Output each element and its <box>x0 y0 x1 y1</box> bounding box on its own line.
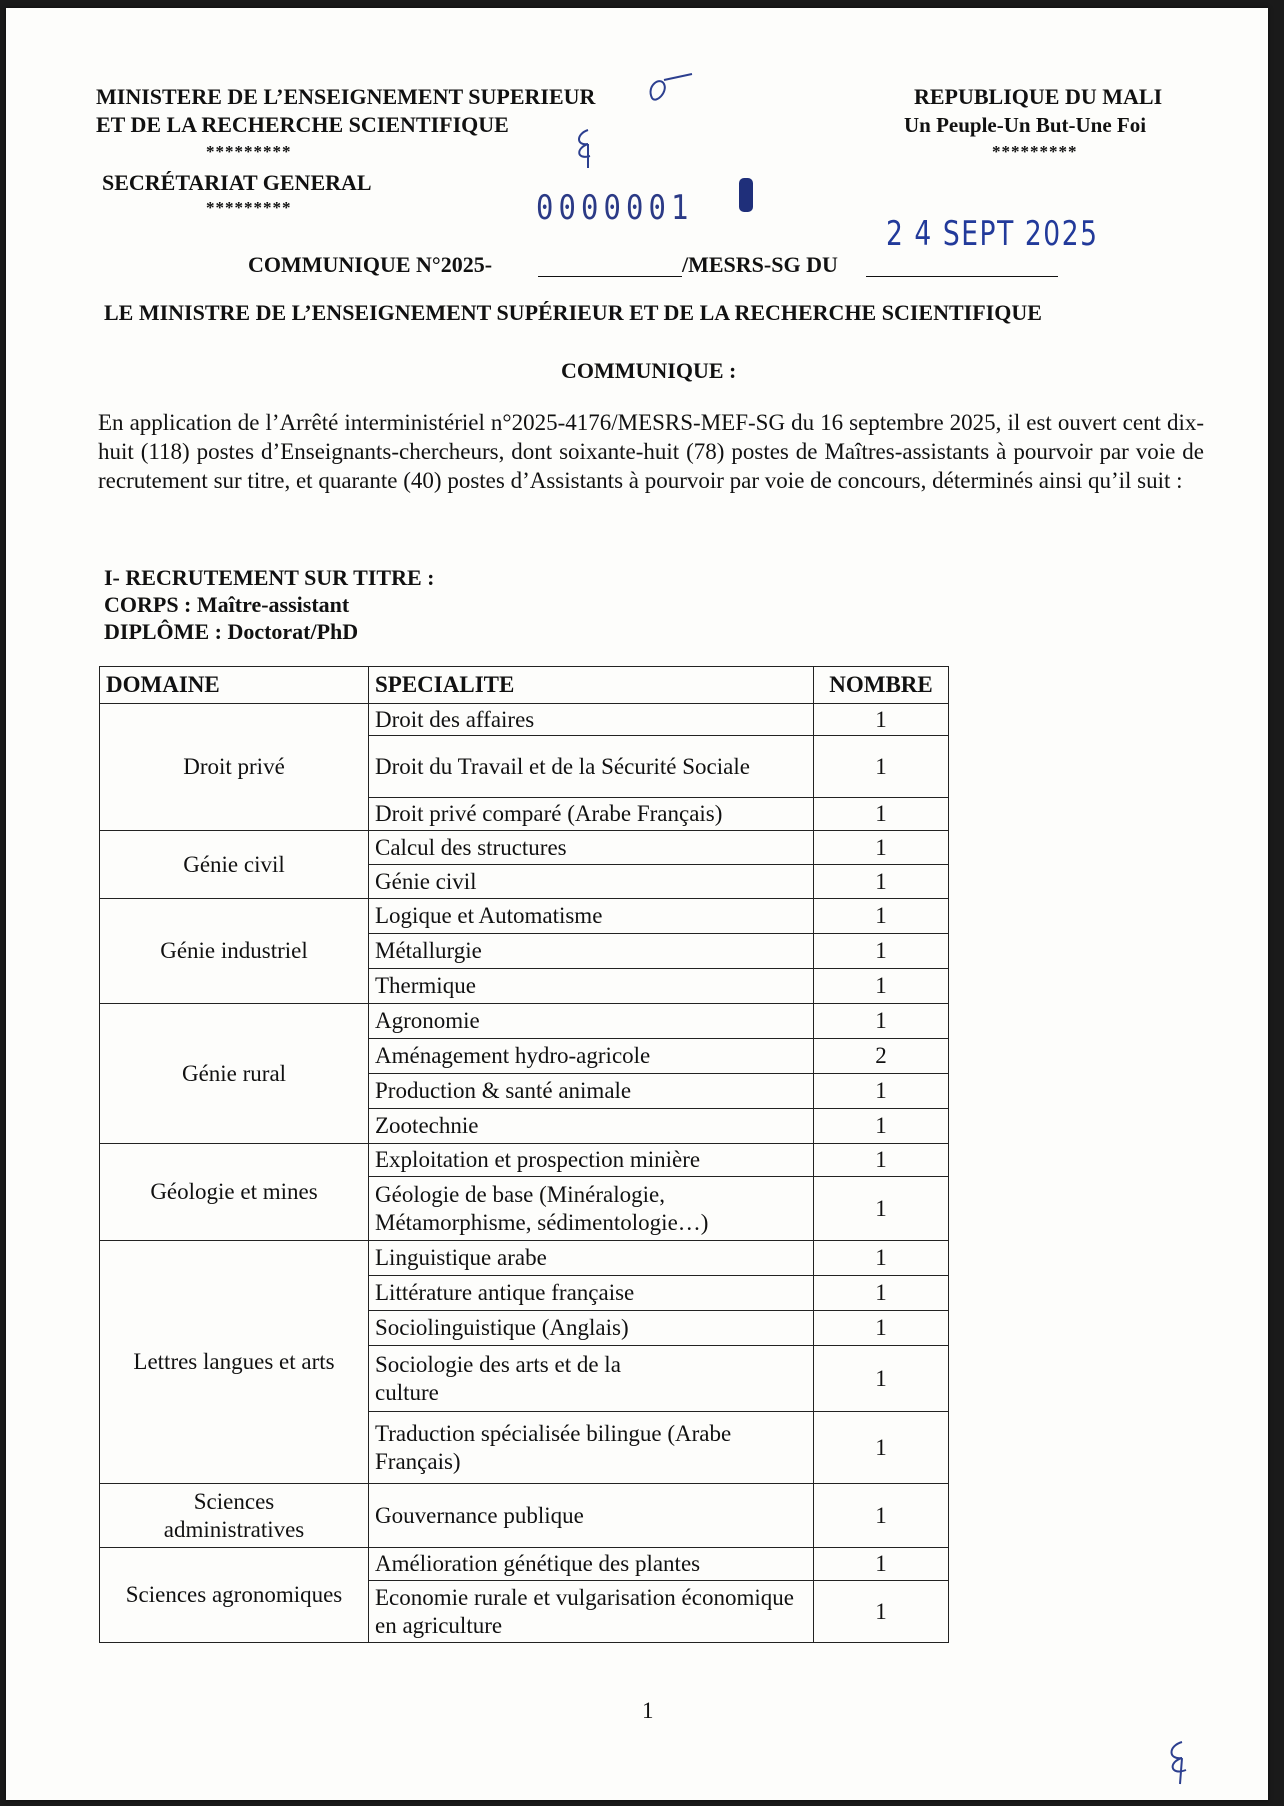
handwritten-mark <box>646 68 696 108</box>
document-page <box>6 8 1268 1800</box>
count-cell: 1 <box>814 831 949 865</box>
positions-table <box>99 666 949 1643</box>
specialty-cell <box>369 1346 814 1412</box>
count-cell: 1 <box>814 1311 949 1346</box>
count-cell: 1 <box>814 1144 949 1177</box>
specialty-cell: Littérature antique française <box>369 1276 814 1311</box>
table-row <box>100 1484 949 1548</box>
ministry-name-line1: MINISTERE DE L’ENSEIGNEMENT SUPERIEUR <box>96 84 596 109</box>
stamp-ink-blot <box>739 178 753 212</box>
specialty-cell: Droit du Travail et de la Sécurité Sociale <box>369 736 814 798</box>
table-row <box>100 899 949 934</box>
count-cell: 1 <box>814 1484 949 1548</box>
count-cell: 1 <box>814 865 949 899</box>
count-cell: 1 <box>814 934 949 969</box>
secretariat-label: SECRÉTARIAT GENERAL <box>102 170 372 195</box>
specialty-cell: Droit des affaires <box>369 704 814 736</box>
specialty-cell: Zootechnie <box>369 1109 814 1144</box>
count-cell: 1 <box>814 1177 949 1241</box>
communique-number-prefix: COMMUNIQUE N°2025- <box>248 252 493 277</box>
table-header-row <box>100 667 949 704</box>
republic-label: REPUBLIQUE DU MALI <box>914 84 1163 109</box>
national-motto: Un Peuple-Un But-Une Foi <box>904 113 1147 137</box>
domain-cell <box>100 1484 369 1548</box>
domain-cell: Génie civil <box>100 831 369 899</box>
communique-reference: /MESRS-SG DU <box>682 252 838 277</box>
ministry-name-line2: ET DE LA RECHERCHE SCIENTIFIQUE <box>96 112 509 137</box>
table-row <box>100 831 949 865</box>
column-header-domaine: DOMAINE <box>100 667 369 704</box>
intro-paragraph: En application de l’Arrêté interministériel n°2025-4176/MESRS-MEF-SG du 16 septembre 2025, il est ouvert cent dix-huit (118) postes d’Enseignants-chercheurs, dont soixante-huit (78) postes de Maîtres-assistants à pourvoir par voie de recrutement sur titre, et quarante (40) postes d’Assistants à pourvoir par voie de concours, déterminés ainsi qu’il suit : <box>98 410 1204 493</box>
specialty-cell: Sociolinguistique (Anglais) <box>369 1311 814 1346</box>
specialty-cell: Logique et Automatisme <box>369 899 814 934</box>
handwritten-date: 2 4 SEPT 2025 <box>886 214 1099 254</box>
table-row <box>100 704 949 736</box>
section-title: I- RECRUTEMENT SUR TITRE : <box>104 565 435 590</box>
column-header-specialite: SPECIALITE <box>369 667 814 704</box>
separator-stars: ********* <box>206 198 292 217</box>
table-row <box>100 1144 949 1177</box>
domain-cell: Lettres langues et arts <box>100 1241 369 1484</box>
count-cell: 1 <box>814 1074 949 1109</box>
count-cell: 1 <box>814 1109 949 1144</box>
specialty-cell: Géologie de base (Minéralogie, Métamorphisme, sédimentologie…) <box>369 1177 814 1241</box>
count-cell: 1 <box>814 1241 949 1276</box>
count-cell: 1 <box>814 1548 949 1581</box>
diploma-label: DIPLÔME : Doctorat/PhD <box>104 619 359 644</box>
count-cell: 2 <box>814 1039 949 1074</box>
count-cell: 1 <box>814 704 949 736</box>
count-cell: 1 <box>814 899 949 934</box>
domain-cell: Génie industriel <box>100 899 369 1004</box>
separator-stars: ********* <box>992 142 1078 161</box>
domain-cell: Géologie et mines <box>100 1144 369 1241</box>
specialty-cell: Exploitation et prospection minière <box>369 1144 814 1177</box>
domain-cell: Droit privé <box>100 704 369 831</box>
specialty-cell: Traduction spécialisée bilingue (Arabe Français) <box>369 1412 814 1484</box>
count-cell: 1 <box>814 1412 949 1484</box>
specialty-cell: Gouvernance publique <box>369 1484 814 1548</box>
column-header-nombre: NOMBRE <box>814 667 949 704</box>
domain-cell: Génie rural <box>100 1004 369 1144</box>
initials-signature-icon <box>1162 1736 1202 1788</box>
corps-label: CORPS : Maître-assistant <box>104 592 350 617</box>
registration-number-stamp: 0000001 <box>536 188 694 228</box>
count-cell: 1 <box>814 798 949 831</box>
table-row <box>100 1548 949 1581</box>
specialty-cell: Amélioration génétique des plantes <box>369 1548 814 1581</box>
minister-heading: LE MINISTRE DE L’ENSEIGNEMENT SUPÉRIEUR ET DE LA RECHERCHE SCIENTIFIQUE <box>104 300 1042 325</box>
specialty-cell: Métallurgie <box>369 934 814 969</box>
specialty-cell: Agronomie <box>369 1004 814 1039</box>
page-number: 1 <box>642 1698 654 1723</box>
initials-signature-icon <box>568 124 608 174</box>
specialty-cell: Calcul des structures <box>369 831 814 865</box>
specialty-cell: Génie civil <box>369 865 814 899</box>
domain-cell: Sciences agronomiques <box>100 1548 369 1643</box>
count-cell: 1 <box>814 1346 949 1412</box>
specialty-text: Sociologie des arts et de la culture <box>375 1351 621 1405</box>
domain-text: Sciences administratives <box>163 1488 305 1542</box>
separator-stars: ********* <box>206 142 292 161</box>
specialty-cell: Thermique <box>369 969 814 1004</box>
count-cell: 1 <box>814 969 949 1004</box>
specialty-cell: Linguistique arabe <box>369 1241 814 1276</box>
specialty-cell: Aménagement hydro-agricole <box>369 1039 814 1074</box>
specialty-cell: Economie rurale et vulgarisation économique en agriculture <box>369 1581 814 1643</box>
specialty-cell: Droit privé comparé (Arabe Français) <box>369 798 814 831</box>
blank-line <box>866 276 1058 277</box>
table-row <box>100 1241 949 1276</box>
communique-title: COMMUNIQUE : <box>561 358 737 383</box>
count-cell: 1 <box>814 1004 949 1039</box>
count-cell: 1 <box>814 736 949 798</box>
table-row <box>100 1004 949 1039</box>
count-cell: 1 <box>814 1581 949 1643</box>
blank-line <box>538 276 682 277</box>
count-cell: 1 <box>814 1276 949 1311</box>
specialty-cell: Production & santé animale <box>369 1074 814 1109</box>
